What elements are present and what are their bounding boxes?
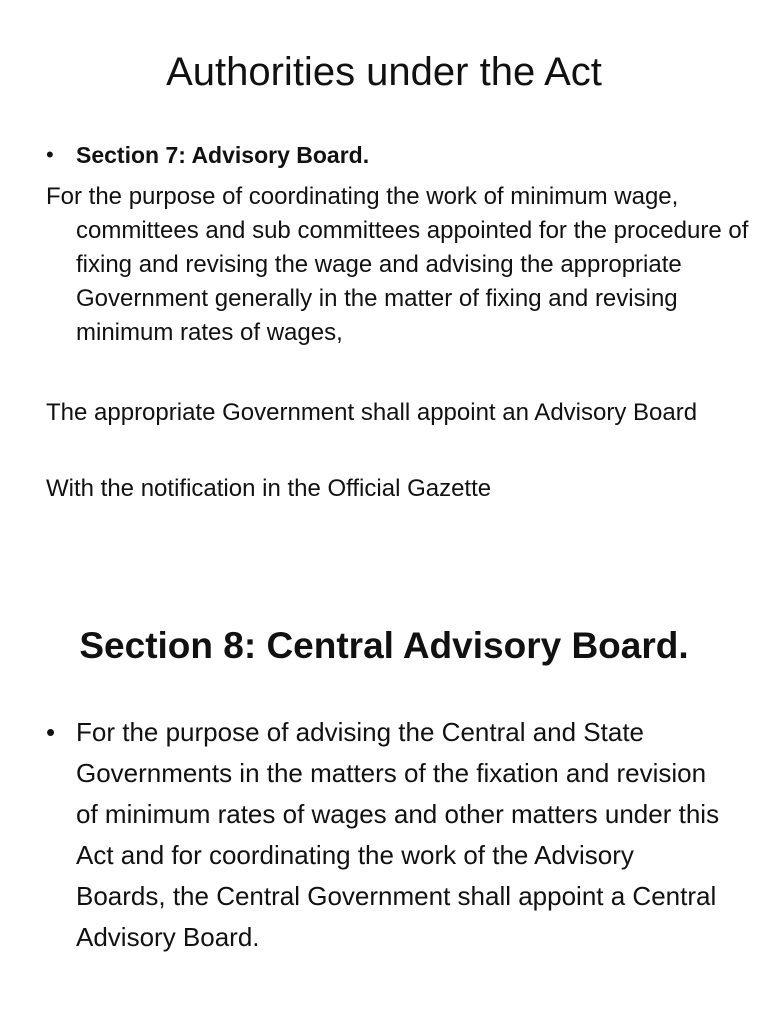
section-8-body: For the purpose of advising the Central and State Governments in the matters of the fixation and revision of minimum rates of wages and other matters under this Act and for coordinating the work of the Advisory Boards, the Central Government shall appoint a Central Advisory Board. <box>76 717 720 952</box>
section-8-bullet <box>46 712 726 958</box>
section-7-heading: Section 7: Advisory Board. <box>76 142 370 168</box>
slide-title: Authorities under the Act <box>166 50 602 94</box>
bullet-marker: • <box>46 717 56 747</box>
section-7-bullet <box>46 140 369 170</box>
slide-central-advisory-board <box>0 560 768 1024</box>
bullet-marker: • <box>46 142 54 167</box>
paragraph-notification: With the notification in the Official Gazette <box>46 475 492 502</box>
paragraph-appoint: The appropriate Government shall appoint an Advisory Board <box>46 399 698 426</box>
paragraph-purpose: For the purpose of coordinating the work of minimum wage, committees and sub committees appointed for the procedure of fixing and revising the wage and advising the appropriate Government generally in the matter of fixing and revising minimum rates of wages, <box>46 183 749 346</box>
slide-title: Section 8: Central Advisory Board. <box>79 625 689 666</box>
